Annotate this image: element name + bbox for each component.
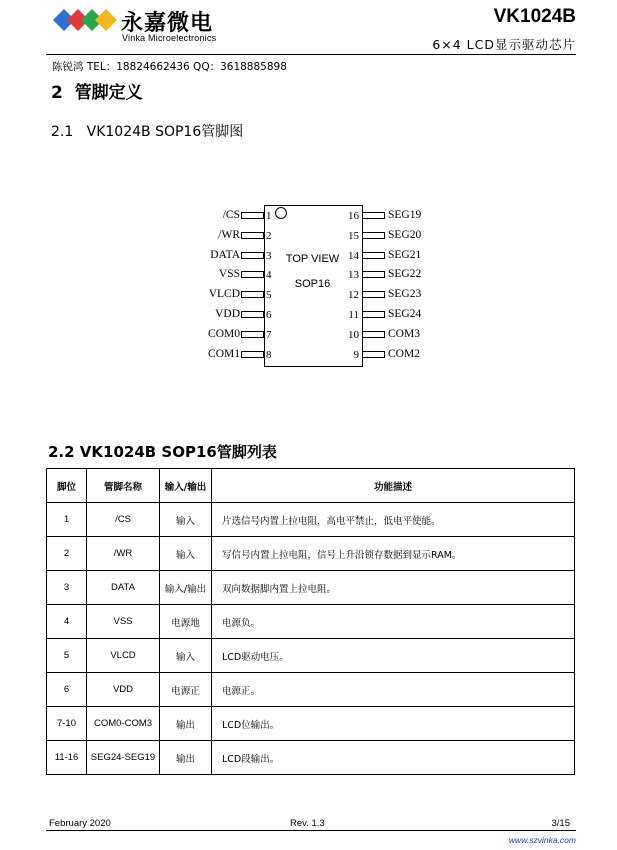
right-pin-stub	[362, 232, 385, 239]
table-row	[47, 571, 575, 605]
cell-pin: 4	[47, 605, 87, 639]
table-row	[47, 605, 575, 639]
right-pin-stub	[362, 252, 385, 259]
right-pin-number: 11	[348, 309, 359, 321]
left-pin-label: COM1	[208, 347, 240, 360]
left-pin-number: 2	[266, 229, 272, 242]
left-pin-stub	[241, 271, 264, 278]
cell-name: VSS	[87, 605, 160, 639]
right-pin-number: 15	[348, 229, 359, 242]
part-number: VK1024B	[493, 6, 576, 27]
left-pin-label: VDD	[215, 308, 240, 320]
section-number: 2	[51, 83, 63, 103]
contact-line: 陈锐鸿 TEL：18824662436 QQ：3618885898	[52, 61, 287, 73]
cell-pin: 1	[47, 503, 87, 537]
left-pin-stub	[241, 212, 264, 219]
cell-pin: 7-10	[47, 707, 87, 741]
cell-pin: 11-16	[47, 741, 87, 775]
logo-cn: 永嘉微电	[121, 11, 214, 36]
header-pin: 脚位	[47, 469, 87, 503]
left-pin-number: 1	[266, 210, 272, 222]
header-io: 输入/输出	[160, 469, 212, 503]
cell-io: 输入	[160, 503, 212, 537]
table-row	[47, 537, 575, 571]
cell-io: 输入/输出	[160, 571, 212, 605]
cell-io: 输入	[160, 537, 212, 571]
cell-name: COM0-COM3	[87, 707, 160, 741]
right-pin-number: 16	[348, 210, 359, 222]
left-pin-label: /CS	[222, 209, 240, 221]
right-pin-number: 13	[348, 269, 359, 282]
left-pin-stub	[241, 311, 264, 318]
left-pin-label: COM0	[208, 327, 240, 340]
right-pin-stub	[362, 351, 385, 358]
cell-pin: 3	[47, 571, 87, 605]
right-pin-stub	[362, 331, 385, 338]
header-desc: 功能描述	[212, 469, 575, 503]
header-name: 管脚名称	[87, 469, 160, 503]
table-row	[47, 639, 575, 673]
cell-pin: 2	[47, 537, 87, 571]
header-rule	[46, 54, 576, 55]
table-row	[47, 503, 575, 537]
right-pin-label: SEG20	[388, 228, 422, 241]
left-pin-label: VSS	[218, 268, 240, 281]
footer-rule	[46, 830, 576, 831]
section-heading	[51, 78, 143, 103]
cell-desc: 写信号内置上拉电阻，信号上升沿锁存数据到显示RAM。	[212, 537, 575, 571]
table-row	[47, 707, 575, 741]
footer-rev: Rev. 1.3	[290, 818, 325, 829]
left-pin-number: 4	[266, 269, 272, 282]
cell-io: 输出	[160, 707, 212, 741]
cell-io: 输出	[160, 741, 212, 775]
table-header-row	[47, 469, 575, 503]
cell-pin: 5	[47, 639, 87, 673]
cell-desc: 电源正。	[212, 673, 575, 707]
footer-date: February 2020	[49, 818, 111, 829]
cell-name: DATA	[87, 571, 160, 605]
right-pin-stub	[362, 212, 385, 219]
subsection-heading-1	[51, 121, 243, 141]
pin1-marker	[275, 207, 287, 219]
cell-desc: LCD驱动电压。	[212, 639, 575, 673]
left-pin-number: 8	[266, 348, 272, 361]
section-title: 管脚定义	[74, 83, 143, 103]
logo-diamond-yellow	[95, 9, 117, 31]
cell-desc: LCD位输出。	[212, 707, 575, 741]
package-label: SOP16	[294, 278, 331, 290]
table-row	[47, 673, 575, 707]
cell-desc: 片选信号内置上拉电阻，高电平禁止，低电平使能。	[212, 503, 575, 537]
cell-desc: LCD段输出。	[212, 741, 575, 775]
left-pin-number: 5	[266, 289, 272, 302]
table-row	[47, 741, 575, 775]
right-pin-stub	[362, 271, 385, 278]
right-pin-label: SEG23	[388, 288, 422, 301]
left-pin-label: DATA	[210, 248, 240, 261]
cell-name: SEG24-SEG19	[87, 741, 160, 775]
top-view-label: TOP VIEW	[285, 253, 340, 265]
right-pin-number: 14	[348, 249, 359, 262]
cell-desc: 双向数据脚内置上拉电阻。	[212, 571, 575, 605]
left-pin-number: 3	[266, 249, 272, 262]
left-pin-label: VLCD	[208, 288, 240, 301]
cell-pin: 6	[47, 673, 87, 707]
right-pin-label: COM2	[388, 347, 420, 360]
left-pin-stub	[241, 252, 264, 259]
footer-page: 3/15	[551, 818, 570, 829]
cell-io: 电源正	[160, 673, 212, 707]
left-pin-stub	[241, 351, 264, 358]
subsection-1-number: 2.1	[51, 124, 74, 140]
cell-name: /CS	[87, 503, 160, 537]
cell-desc: 电源负。	[212, 605, 575, 639]
right-pin-label: SEG19	[388, 209, 422, 221]
header-subtitle: 6×4 LCD显示驱动芯片	[432, 37, 576, 52]
left-pin-label: /WR	[218, 228, 240, 241]
left-pin-stub	[241, 291, 264, 298]
right-pin-label: SEG21	[388, 248, 422, 261]
pin-table	[46, 468, 575, 775]
left-pin-stub	[241, 331, 264, 338]
table-heading: 2.2 VK1024B SOP16管脚列表	[48, 443, 277, 461]
cell-name: VDD	[87, 673, 160, 707]
right-pin-number: 9	[353, 348, 359, 361]
logo-en: Vinka Microelectronics	[122, 33, 217, 43]
cell-io: 电源地	[160, 605, 212, 639]
footer-url[interactable]: www.szvinka.com	[508, 835, 576, 845]
right-pin-label: COM3	[388, 327, 420, 340]
subsection-1-title: VK1024B SOP16管脚图	[86, 124, 244, 140]
cell-name: /WR	[87, 537, 160, 571]
right-pin-label: SEG24	[388, 308, 422, 320]
left-pin-number: 7	[266, 328, 272, 341]
left-pin-number: 6	[266, 309, 272, 321]
company-logo	[52, 7, 120, 37]
cell-io: 输入	[160, 639, 212, 673]
right-pin-number: 12	[348, 289, 359, 302]
left-pin-stub	[241, 232, 264, 239]
right-pin-stub	[362, 291, 385, 298]
cell-name: VLCD	[87, 639, 160, 673]
right-pin-label: SEG22	[388, 268, 422, 281]
right-pin-stub	[362, 311, 385, 318]
right-pin-number: 10	[348, 328, 359, 341]
